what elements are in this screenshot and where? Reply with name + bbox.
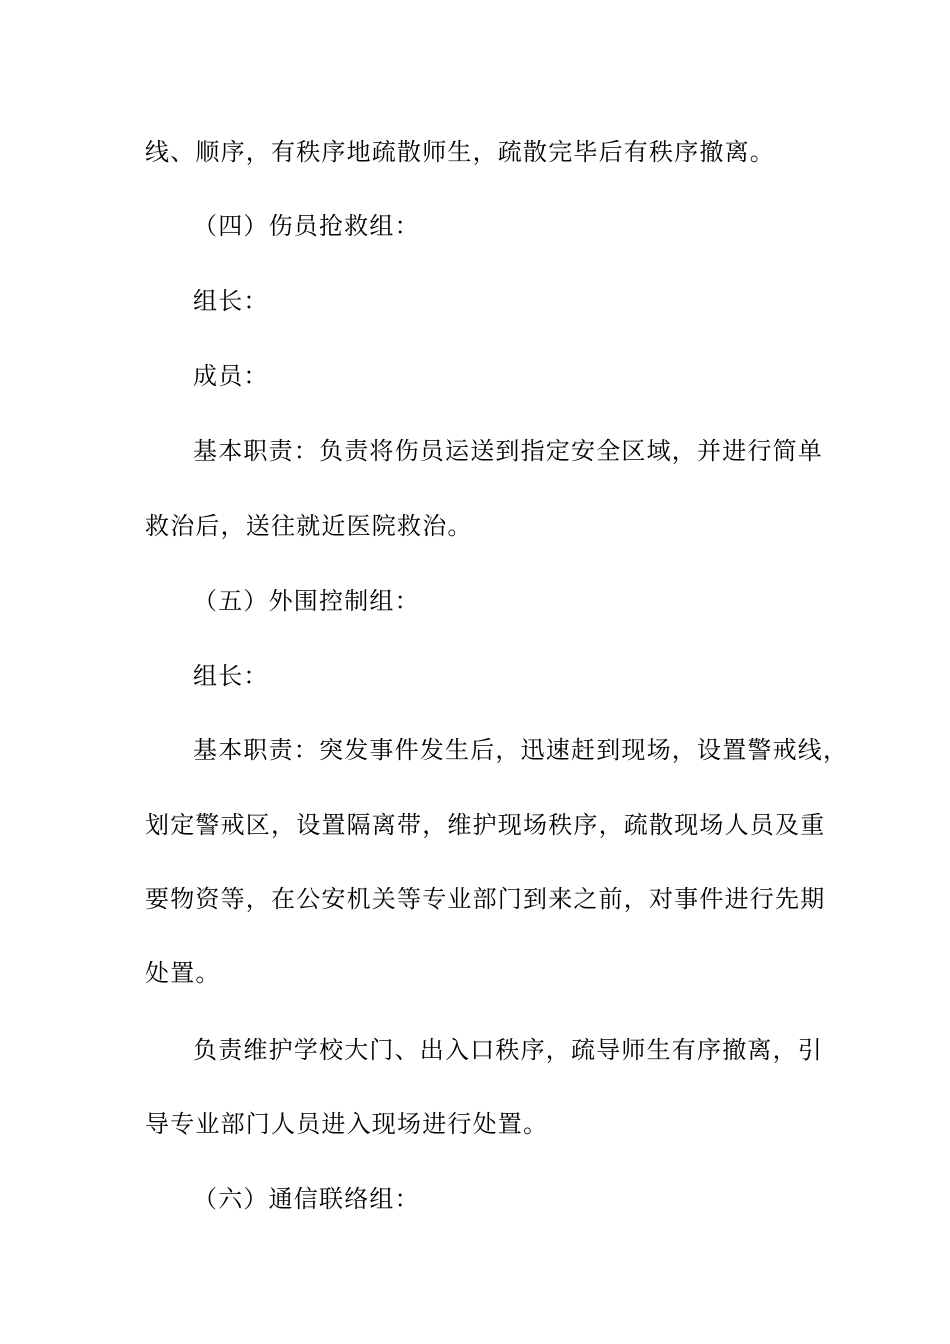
group-leader-label: 组长： xyxy=(193,662,269,690)
paragraph-line: 划定警戒区，设置隔离带，维护现场秩序，疏散现场人员及重 xyxy=(145,811,826,839)
paragraph-line: 救治后，送往就近医院救治。 xyxy=(145,512,473,540)
paragraph-line: 要物资等，在公安机关等专业部门到来之前，对事件进行先期 xyxy=(145,885,826,913)
paragraph-line: 负责维护学校大门、出入口秩序，疏导师生有序撤离，引 xyxy=(193,1036,823,1064)
paragraph-line: 基本职责：负责将伤员运送到指定安全区域，并进行简单 xyxy=(193,437,823,465)
paragraph-line: 处置。 xyxy=(145,959,221,987)
group-leader-label: 组长： xyxy=(193,287,269,315)
paragraph-line: 基本职责：突发事件发生后，迅速赶到现场，设置警戒线， xyxy=(193,736,849,764)
section-heading-wounded-rescue: （四）伤员抢救组： xyxy=(193,212,420,240)
section-heading-communications: （六）通信联络组： xyxy=(193,1185,420,1213)
section-heading-perimeter-control: （五）外围控制组： xyxy=(193,587,420,615)
paragraph-line: 线、顺序，有秩序地疏散师生，疏散完毕后有秩序撤离。 xyxy=(145,138,775,166)
members-label: 成员： xyxy=(193,362,269,390)
paragraph-line: 导专业部门人员进入现场进行处置。 xyxy=(145,1110,549,1138)
